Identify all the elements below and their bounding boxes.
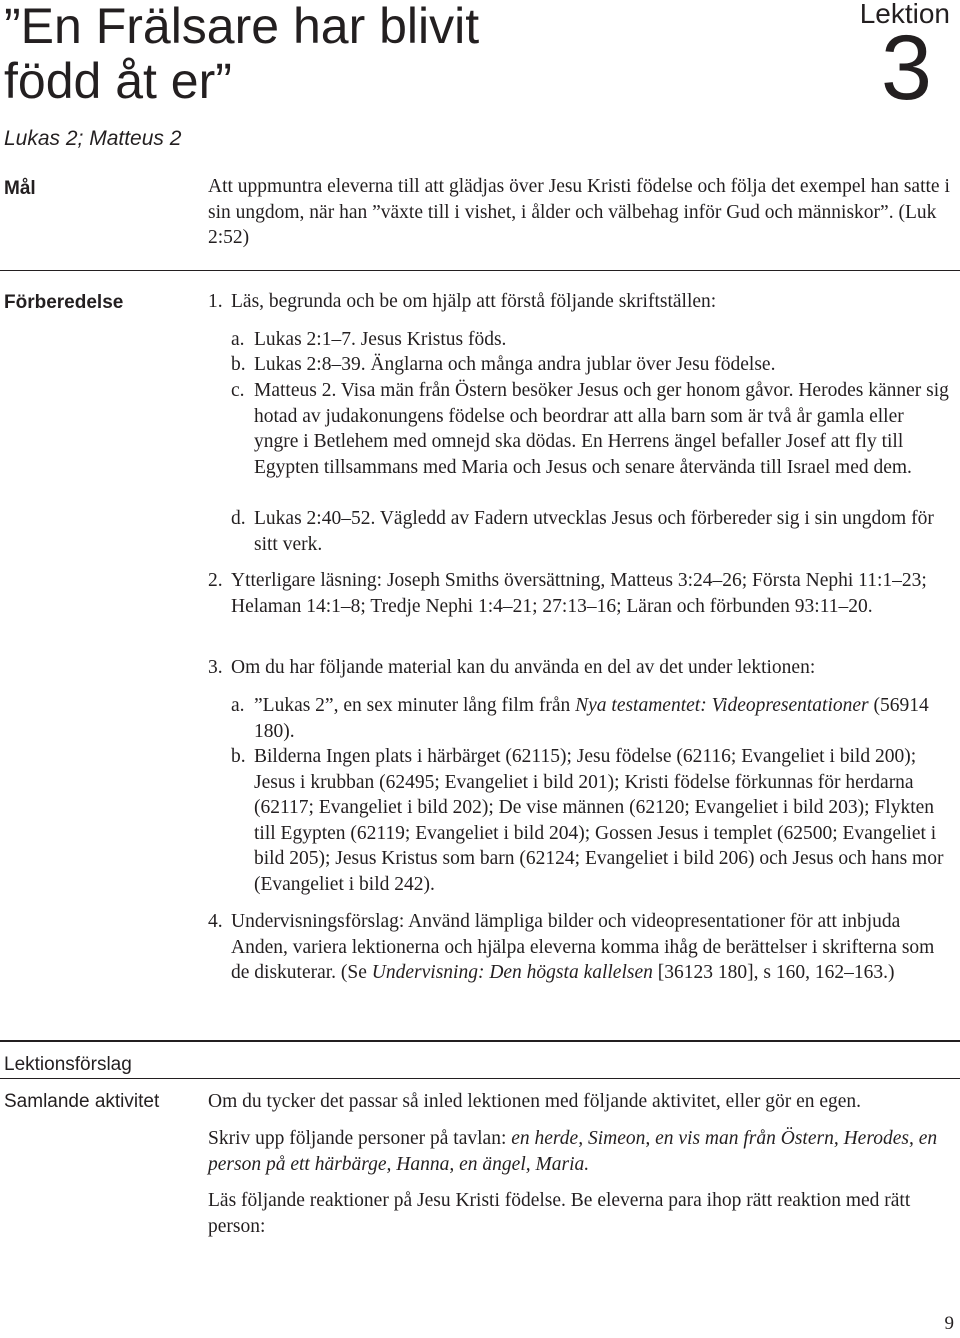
- preparation-item-4: Undervisningsförslag: Använd lämpliga bilder och videopresentationer för att inbjuda Anden, variera lektionerna och hjälpa eleverna komma ihåg de berättelser i skrifterna som de diskuterar. (Se Undervisning: Den högsta kallelsen [36123 180], s 160, 162–163.): [231, 911, 935, 983]
- item-number: 1.: [208, 291, 223, 312]
- sub-item-letter: b.: [231, 354, 246, 375]
- scripture-reference: Lukas 2; Matteus 2: [4, 127, 182, 150]
- lesson-number: 3: [880, 17, 932, 119]
- sub-item-pictures: Bilderna Ingen plats i härbärget (62115); Jesu födelse (62116; Evangeliet i bild 200); Jesus i krubban (62495; Evangeliet i bild 201); Kristi födelse förkunnas för herdarna (62117; Evangeliet i bild 202); De vise männen (62120; Evangeliet i bild 203); Flykten till Egypten (62119; Evangeliet i bild 204); Gossen Jesus i templet (62500; Evangeliet i bild 205); Jesus Kristus som barn (62124; Evangeliet i bild 206) och Jesus och hans mor (Evangeliet i bild 242).: [254, 746, 944, 895]
- sub-item-letter: d.: [231, 508, 246, 529]
- item-number: 4.: [208, 911, 223, 932]
- divider: [0, 270, 960, 271]
- divider: [0, 1078, 960, 1079]
- goal-label: Mål: [4, 178, 36, 199]
- preparation-item-1: Läs, begrunda och be om hjälp att förstå följande skriftställen:: [231, 291, 717, 312]
- sub-item: Matteus 2. Visa män från Östern besöker Jesus och ger honom gåvor. Herodes känner sig hotad av judakonungens födelse och beordrar att alla barn som är två år gamla eller yngre i Betlehem med omnejd ska dödas. En Herrens ängel befaller Josef att fly till Egypten tillsammans med Maria och Jesus och senare återvända till Israel med dem.: [254, 380, 949, 478]
- sub-item-film: ”Lukas 2”, en sex minuter lång film från Nya testamentet: Videopresentationer (56914 180).: [254, 695, 929, 742]
- attention-activity-label: Samlande aktivitet: [4, 1091, 160, 1112]
- sub-item-letter: c.: [231, 380, 245, 401]
- sub-item-letter: a.: [231, 695, 245, 716]
- page-number: 9: [944, 1313, 954, 1334]
- lesson-title-line-1: ”En Frälsare har blivit: [4, 0, 480, 54]
- preparation-item-3: Om du har följande material kan du använda en del av det under lektionen:: [231, 657, 816, 678]
- sub-item-letter: b.: [231, 746, 246, 767]
- item-number: 3.: [208, 657, 223, 678]
- goal-text: Att uppmuntra eleverna till att glädjas över Jesu Kristi födelse och följa det exempel han satte i sin ungdom, när han ”växte till i vishet, i ålder och välbehag inför Gud och människor”. (Luk 2:52): [208, 176, 950, 248]
- lesson-title-line-2: född åt er”: [4, 53, 232, 109]
- sub-item: Lukas 2:1–7. Jesus Kristus föds.: [254, 329, 507, 350]
- activity-reactions: Läs följande reaktioner på Jesu Kristi födelse. Be eleverna para ihop rätt reaktion med rätt person:: [208, 1190, 911, 1237]
- activity-instructions: Skriv upp följande personer på tavlan: en herde, Simeon, en vis man från Östern, Herodes, en person på ett härbärge, Hanna, en ängel, Maria.: [208, 1128, 938, 1175]
- preparation-item-2: Ytterligare läsning: Joseph Smiths översättning, Matteus 3:24–26; Första Nephi 11:1–23; Helaman 14:1–8; Tredje Nephi 1:4–21; 27:13–16; Läran och förbunden 93:11–20.: [231, 570, 927, 617]
- lesson-label: Lektion: [859, 0, 950, 29]
- item-number: 2.: [208, 570, 223, 591]
- lesson-suggestions-heading: Lektionsförslag: [4, 1054, 132, 1075]
- sub-item: Lukas 2:40–52. Vägledd av Fadern utvecklas Jesus och förbereder sig i sin ungdom för sitt verk.: [254, 508, 934, 555]
- sub-item-letter: a.: [231, 329, 245, 350]
- preparation-label: Förberedelse: [4, 292, 124, 313]
- sub-item: Lukas 2:8–39. Änglarna och många andra jublar över Jesu födelse.: [254, 354, 776, 375]
- activity-intro: Om du tycker det passar så inled lektionen med följande aktivitet, eller gör en egen.: [208, 1091, 862, 1112]
- section-divider: [0, 1040, 960, 1042]
